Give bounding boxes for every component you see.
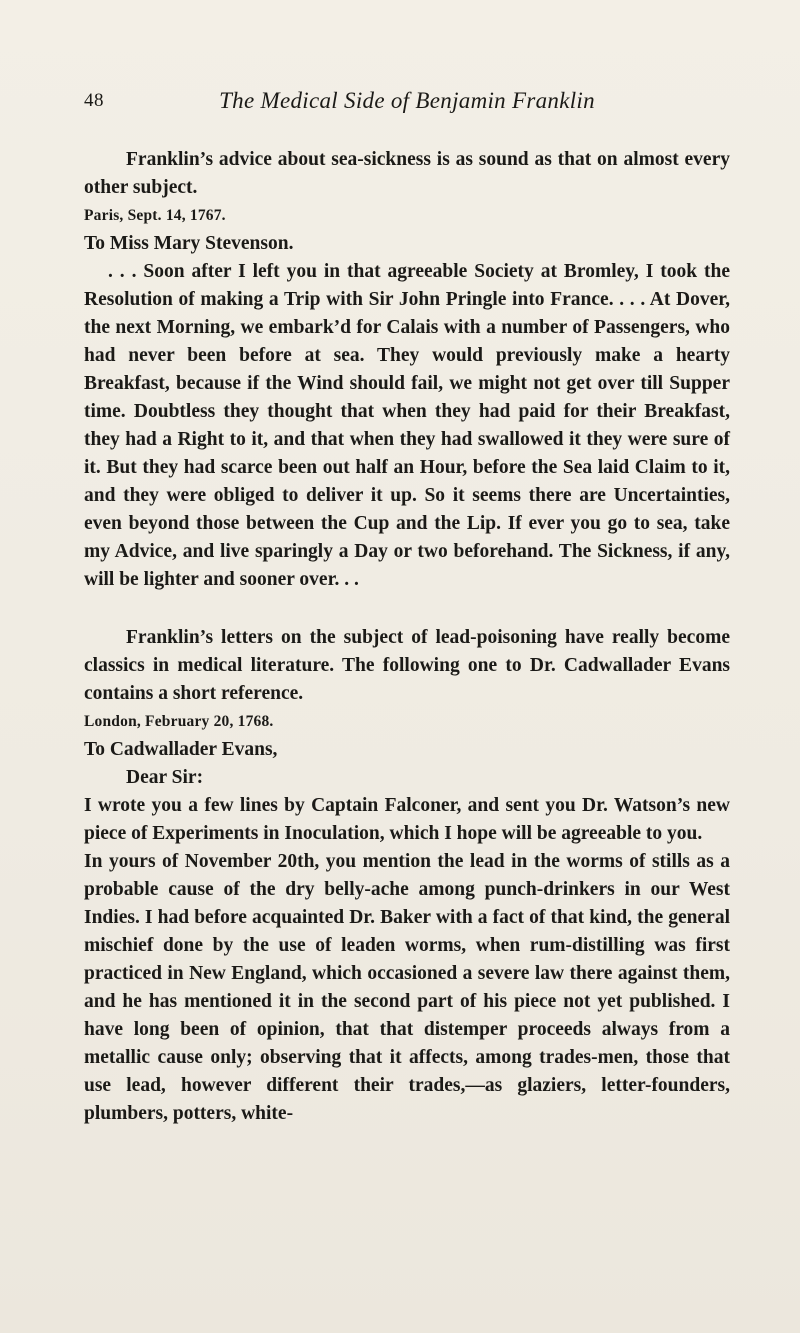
section-spacer — [84, 594, 730, 624]
letter-dateline-london: London, February 20, 1768. — [84, 713, 274, 730]
letter-body-evans-part-1: I wrote you a few lines by Captain Falconer, and sent you Dr. Watson’s new piece of Experiments in Inoculation, which I hope will be agreeable to you. — [84, 795, 730, 844]
intro-paragraph-seasickness: Franklin’s advice about sea-sickness is as sound as that on almost every other subject. — [84, 149, 730, 198]
letter-recipient-stevenson: To Miss Mary Stevenson. — [84, 233, 294, 254]
letter-body-stevenson: . . . Soon after I left you in that agreeable Society at Bromley, I took the Resolution of making a Trip with Sir John Pringle into France. . . . At Dover, the next Morning, we embark’d for Calais with a number of Passengers, who had never been before at sea. They would previously make a hearty Breakfast, because if the Wind should fail, we might not get over till Supper time. Doubtless they thought that when they had paid for their Breakfast, they had a Right to it, and that when they had swallowed it they were sure of it. But they had scarce been out half an Hour, before the Sea laid Claim to it, and they were obliged to deliver it up. So it seems there are Uncertainties, even beyond those between the Cup and the Lip. If ever you go to sea, take my Advice, and live sparingly a Day or two beforehand. The Sickness, if any, will be lighter and sooner over. . . — [84, 261, 730, 590]
page-number: 48 — [84, 90, 104, 111]
letter-body-evans-part-2: In yours of November 20th, you mention the lead in the worms of stills as a probable cause of the dry belly-ache among punch-drinkers in our West Indies. I had before acquainted Dr. Baker with a fact of that kind, the general mischief done by the use of leaden worms, when rum-distilling was first practiced in New England, which occasioned a severe law there against them, and he has mentioned it in the second part of his piece not yet published. I have long been of opinion, that that distemper proceeds always from a metallic cause only; observing that it affects, among trades-men, those that use lead, however different their trades,—as glaziers, letter-founders, plumbers, potters, white- — [84, 851, 730, 1124]
letter-salutation: Dear Sir: — [126, 767, 204, 788]
page-body — [84, 146, 730, 1128]
letter-recipient-evans: To Cadwallader Evans, — [84, 739, 278, 760]
letter-dateline-paris: Paris, Sept. 14, 1767. — [84, 207, 226, 224]
intro-paragraph-lead-poisoning: Franklin’s letters on the subject of lead-poisoning have really become classics in medical literature. The following one to Dr. Cadwallader Evans contains a short reference. — [84, 627, 730, 704]
page-header — [84, 88, 730, 120]
running-title: The Medical Side of Benjamin Franklin — [219, 88, 595, 113]
